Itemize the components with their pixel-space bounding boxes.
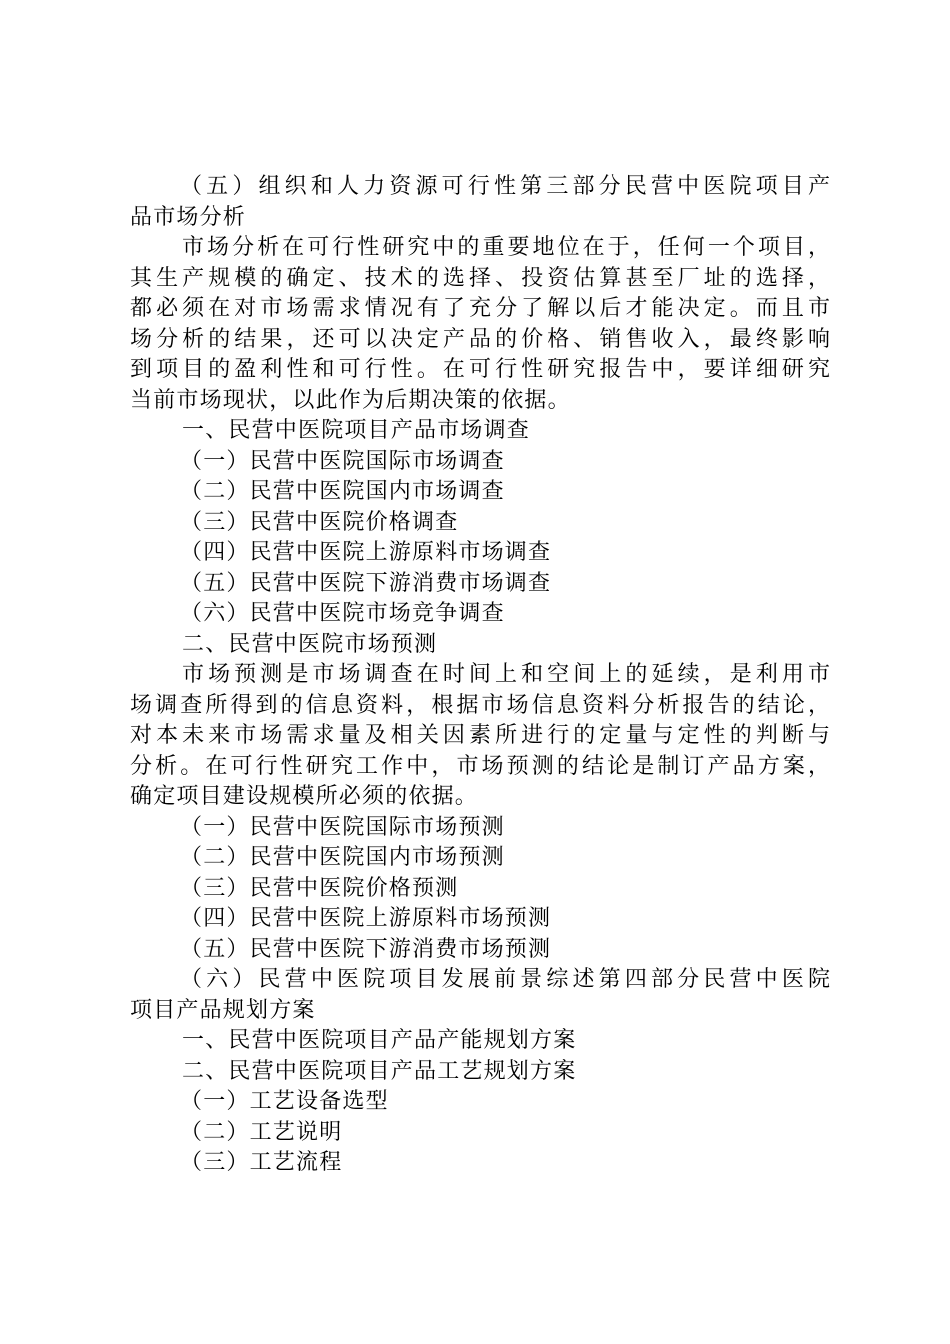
survey-item-5: （五）民营中医院下游消费市场调查: [180, 570, 552, 596]
survey-item-6: （六）民营中医院市场竞争调查: [180, 601, 505, 626]
market-analysis-line-6: 当前市场现状，以此作为后期决策的依据。: [130, 387, 571, 413]
forecast-item-2: （二）民营中医院国内市场预测: [180, 845, 505, 870]
forecast-para-line-5: 确定项目建设规模所必须的依据。: [130, 784, 479, 809]
survey-heading: 一、民营中医院项目产品市场调查: [182, 418, 531, 443]
survey-item-1: （一）民营中医院国际市场调查: [180, 448, 505, 474]
forecast-heading: 二、民营中医院市场预测: [182, 631, 438, 657]
process-item-1: （一）工艺设备选型: [180, 1089, 389, 1114]
plan-heading-process: 二、民营中医院项目产品工艺规划方案: [182, 1058, 577, 1084]
survey-item-2: （二）民营中医院国内市场调查: [180, 479, 505, 504]
market-analysis-line-4: 场分析的结果，还可以决定产品的价格、销售收入，最终影响: [130, 326, 830, 352]
section-five-heading-line-1: （五）组织和人力资源可行性第三部分民营中医院项目产: [180, 174, 830, 199]
forecast-para-line-4: 分析。在可行性研究工作中，市场预测的结论是制订产品方案，: [130, 753, 830, 779]
process-item-2: （二）工艺说明: [180, 1119, 343, 1145]
forecast-para-line-1: 市场预测是市场调查在时间上和空间上的延续，是利用市: [182, 662, 830, 687]
market-analysis-line-2: 其生产规模的确定、技术的选择、投资估算甚至厂址的选择，: [130, 265, 830, 291]
market-analysis-line-1: 市场分析在可行性研究中的重要地位在于，任何一个项目，: [182, 235, 830, 260]
forecast-item-4: （四）民营中医院上游原料市场预测: [180, 906, 552, 931]
plan-heading-capacity: 一、民营中医院项目产品产能规划方案: [182, 1028, 577, 1053]
process-item-3: （三）工艺流程: [180, 1150, 343, 1175]
market-analysis-line-3: 都必须在对市场需求情况有了充分了解以后才能决定。而且市: [130, 296, 830, 321]
forecast-item-1: （一）民营中医院国际市场预测: [180, 814, 505, 840]
survey-item-3: （三）民营中医院价格调查: [180, 509, 459, 535]
forecast-para-line-3: 对本未来市场需求量及相关因素所进行的定量与定性的判断与: [130, 723, 830, 748]
forecast-item-5: （五）民营中医院下游消费市场预测: [180, 936, 552, 962]
document-body: [130, 172, 830, 1179]
section-six-heading-line-2: 项目产品规划方案: [130, 997, 316, 1023]
section-five-heading-line-2: 品市场分析: [130, 204, 247, 230]
section-six-heading-line-1: （六）民营中医院项目发展前景综述第四部分民营中医院: [180, 967, 830, 992]
market-analysis-line-5: 到项目的盈利性和可行性。在可行性研究报告中，要详细研究: [130, 357, 830, 382]
survey-item-4: （四）民营中医院上游原料市场调查: [180, 540, 552, 565]
forecast-item-3: （三）民营中医院价格预测: [180, 875, 459, 901]
forecast-para-line-2: 场调查所得到的信息资料，根据市场信息资料分析报告的结论，: [130, 692, 830, 718]
